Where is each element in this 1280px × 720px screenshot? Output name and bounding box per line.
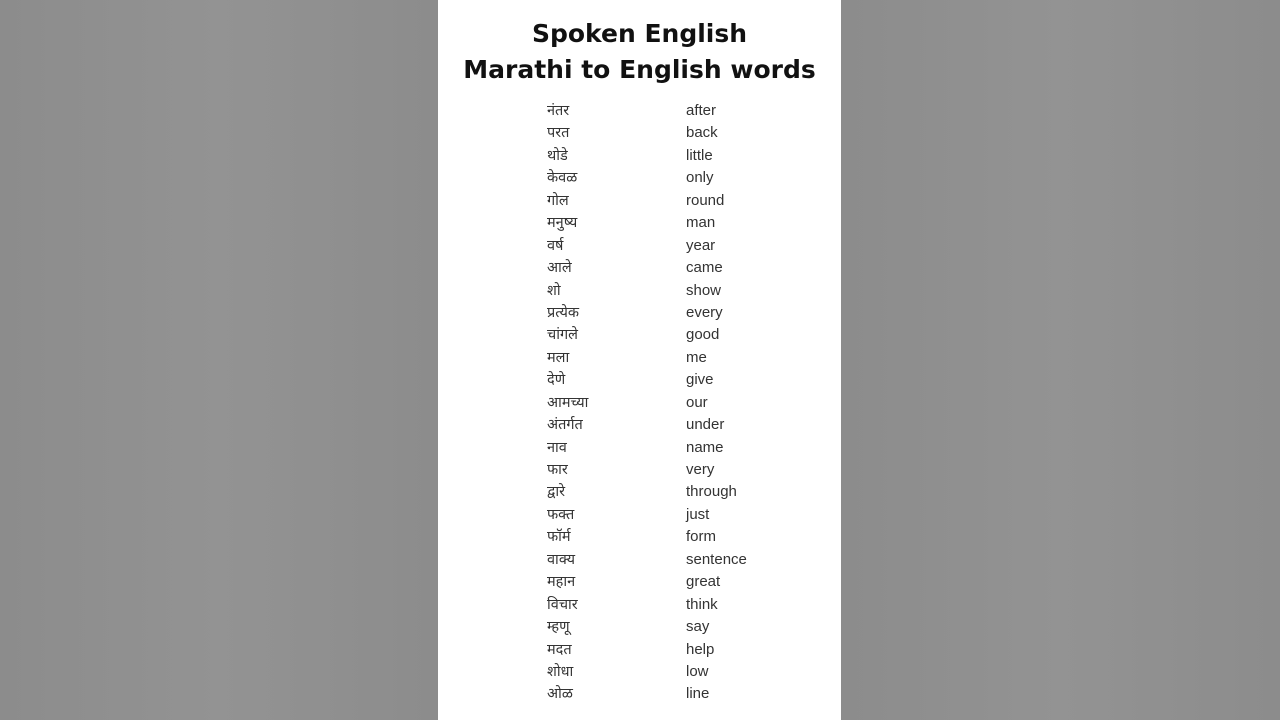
word-row bbox=[438, 280, 841, 302]
word-row bbox=[438, 504, 841, 526]
english-word: under bbox=[686, 416, 725, 434]
marathi-word: विचार bbox=[547, 596, 578, 613]
english-word: me bbox=[686, 348, 707, 366]
word-row bbox=[438, 100, 841, 122]
english-word: name bbox=[686, 438, 724, 456]
marathi-word: गोल bbox=[547, 192, 569, 209]
marathi-word: देणे bbox=[547, 372, 566, 389]
word-row bbox=[438, 459, 841, 481]
word-row bbox=[438, 235, 841, 257]
marathi-word: नाव bbox=[547, 439, 567, 456]
english-word: came bbox=[686, 259, 723, 277]
marathi-word: ओळ bbox=[547, 686, 573, 703]
marathi-word: मदत bbox=[547, 641, 572, 658]
english-word: form bbox=[686, 528, 716, 546]
english-word: sentence bbox=[686, 550, 747, 568]
english-word: show bbox=[686, 281, 722, 299]
marathi-word: प्रत्येक bbox=[547, 304, 580, 321]
english-word: very bbox=[686, 461, 715, 478]
word-card bbox=[438, 0, 841, 720]
marathi-word: मला bbox=[547, 349, 570, 366]
marathi-word: द्वारे bbox=[547, 484, 566, 501]
marathi-word: अंतर्गत bbox=[547, 417, 583, 434]
word-row bbox=[438, 122, 841, 144]
english-word: low bbox=[686, 662, 709, 680]
english-word: think bbox=[686, 595, 718, 613]
marathi-word: फार bbox=[547, 462, 568, 478]
marathi-word: महान bbox=[547, 574, 576, 591]
english-word: good bbox=[686, 326, 720, 344]
english-word: just bbox=[686, 505, 710, 523]
marathi-word: थोडे bbox=[547, 147, 568, 164]
word-row bbox=[438, 145, 841, 167]
english-word: back bbox=[686, 124, 718, 142]
background-right bbox=[841, 0, 1280, 720]
word-row bbox=[438, 526, 841, 548]
english-word: only bbox=[686, 169, 714, 187]
english-word: line bbox=[686, 685, 710, 703]
marathi-word: वाक्य bbox=[547, 551, 575, 568]
english-word: man bbox=[686, 214, 716, 232]
marathi-word: शोधा bbox=[547, 663, 574, 680]
english-word: our bbox=[686, 393, 708, 411]
title-line-2: Marathi to English words bbox=[463, 55, 816, 84]
marathi-word: केवळ bbox=[547, 170, 578, 187]
word-row bbox=[438, 414, 841, 436]
word-row bbox=[438, 571, 841, 593]
marathi-word: आमच्या bbox=[547, 394, 589, 411]
word-row bbox=[438, 594, 841, 616]
english-word: help bbox=[686, 640, 715, 658]
english-word: through bbox=[686, 483, 737, 501]
word-row bbox=[438, 347, 841, 369]
marathi-word: वर्ष bbox=[547, 237, 564, 254]
english-word: give bbox=[686, 371, 714, 389]
title-line-1: Spoken English bbox=[531, 19, 748, 48]
marathi-word: परत bbox=[547, 125, 570, 142]
word-row bbox=[438, 324, 841, 346]
word-row bbox=[438, 190, 841, 212]
english-word: every bbox=[686, 303, 723, 321]
english-word: year bbox=[686, 236, 716, 254]
english-word: after bbox=[686, 102, 717, 119]
marathi-word: चांगले bbox=[547, 327, 578, 344]
word-row bbox=[438, 212, 841, 234]
word-row bbox=[438, 302, 841, 324]
word-row bbox=[438, 392, 841, 414]
marathi-word: शो bbox=[547, 282, 561, 299]
word-row bbox=[438, 549, 841, 571]
english-word: round bbox=[686, 191, 725, 209]
marathi-word: फक्त bbox=[547, 506, 575, 523]
word-row bbox=[438, 639, 841, 661]
word-row bbox=[438, 481, 841, 503]
marathi-word: नंतर bbox=[547, 103, 570, 119]
marathi-word: म्हणू bbox=[547, 619, 570, 636]
marathi-word: मनुष्य bbox=[547, 215, 578, 232]
word-list bbox=[438, 100, 841, 706]
word-row bbox=[438, 369, 841, 391]
word-row bbox=[438, 167, 841, 189]
word-row bbox=[438, 257, 841, 279]
english-word: say bbox=[686, 618, 710, 636]
word-row bbox=[438, 616, 841, 638]
word-row bbox=[438, 683, 841, 705]
english-word: great bbox=[686, 573, 721, 591]
word-row bbox=[438, 437, 841, 459]
marathi-word: फॉर्म bbox=[547, 529, 571, 546]
word-row bbox=[438, 661, 841, 683]
background-left bbox=[0, 0, 438, 720]
marathi-word: आले bbox=[547, 260, 572, 277]
english-word: little bbox=[686, 146, 713, 164]
